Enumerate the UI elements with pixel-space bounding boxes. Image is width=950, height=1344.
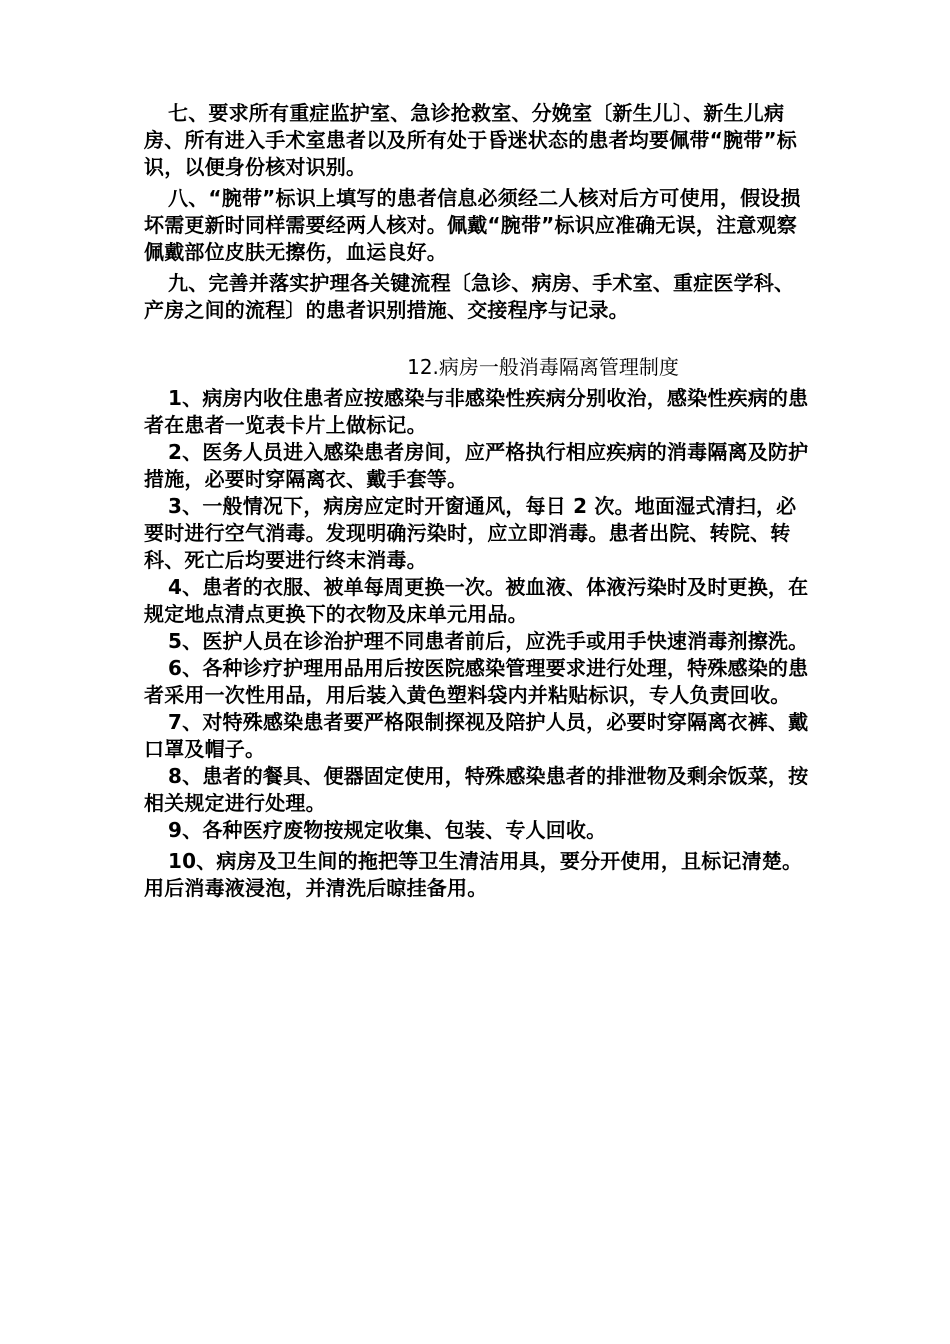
rule-item-4: 4、患者的衣服、被单每周更换一次。被血液、体液污染时及时更换，在规定地点清点更换下的衣物及床单元用品。: [144, 575, 809, 626]
rule-item-9: 9、各种医疗废物按规定收集、包装、专人回收。: [168, 818, 607, 842]
paragraph-item-8: 八、“腕带”标识上填写的患者信息必须经二人核对后方可使用，假设损坏需更新时同样需要经两人核对。佩戴“腕带”标识应准确无误，注意观察佩戴部位皮肤无擦伤，血运良好。: [144, 186, 801, 264]
rule-item-1: 1、病房内收住患者应按感染与非感染性疾病分别收治，感染性疾病的患者在患者一览表卡片上做标记。: [144, 386, 809, 437]
paragraph-item-9: 九、完善并落实护理各关键流程〔急诊、病房、手术室、重症医学科、产房之间的流程〕的患者识别措施、交接程序与记录。: [144, 271, 795, 322]
rule-item-7: 7、对特殊感染患者要严格限制探视及陪护人员，必要时穿隔离衣裤、戴口罩及帽子。: [144, 710, 809, 761]
rule-item-8: 8、患者的餐具、便器固定使用，特殊感染患者的排泄物及剩余饭菜，按相关规定进行处理。: [144, 764, 809, 815]
rule-item-5: 5、医护人员在诊治护理不同患者前后，应洗手或用手快速消毒剂擦洗。: [168, 629, 809, 653]
rule-item-2: 2、医务人员进入感染患者房间，应严格执行相应疾病的消毒隔离及防护措施，必要时穿隔离衣、戴手套等。: [144, 440, 809, 491]
document-page: [144, 100, 812, 902]
rule-item-10: 10、病房及卫生间的拖把等卫生清洁用具，要分开使用，且标记清楚。用后消毒液浸泡，并清洗后晾挂备用。: [144, 849, 803, 900]
rule-item-3: 3、一般情况下，病房应定时开窗通风，每日 2 次。地面湿式清扫，必要时进行空气消毒。发现明确污染时，应立即消毒。患者出院、转院、转科、死亡后均要进行终末消毒。: [144, 494, 797, 572]
rule-item-6: 6、各种诊疗护理用品用后按医院感染管理要求进行处理，特殊感染的患者采用一次性用品，用后装入黄色塑料袋内并粘贴标识，专人负责回收。: [144, 656, 809, 707]
section-title: 12.病房一般消毒隔离管理制度: [407, 355, 679, 379]
paragraph-item-7: 七、要求所有重症监护室、急诊抢救室、分娩室〔新生儿〕、新生儿病房、所有进入手术室患者以及所有处于昏迷状态的患者均要佩带“腕带”标识，以便身份核对识别。: [144, 101, 797, 179]
